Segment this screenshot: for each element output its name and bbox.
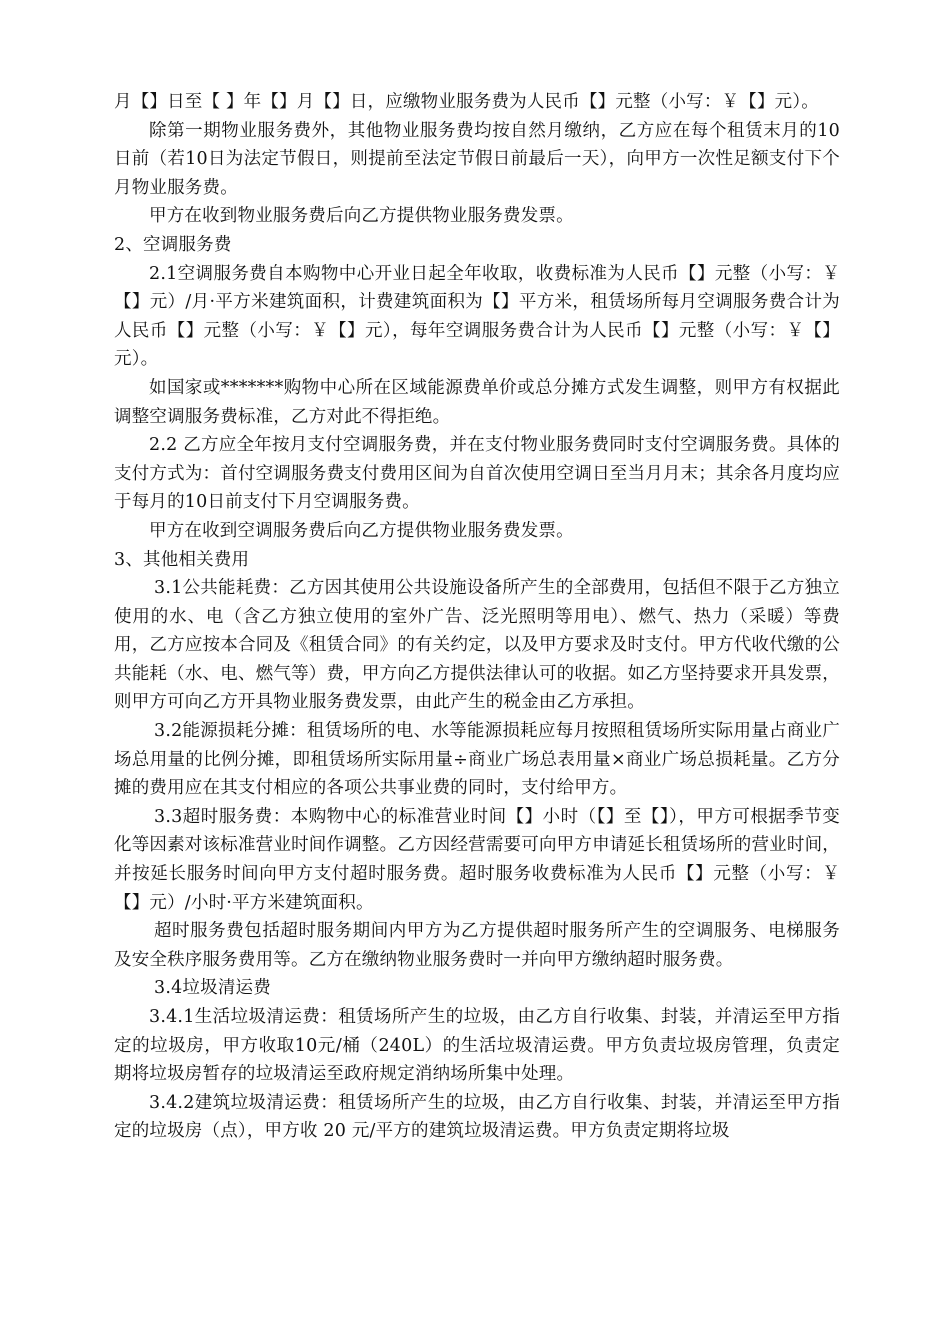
paragraph-energy-loss-sharing: 3.2能源损耗分摊：租赁场所的电、水等能源损耗应每月按照租赁场所实际用量占商业广场总用量的比例分摊，即租赁场所实际用量÷商业广场总表用量×商业广场总损耗量。乙方分摊的费用应在其支付相应的各项公共事业费的同时，支付给甲方。 [114,721,840,799]
section-heading-other-fees: 3、其他相关费用 [114,549,250,570]
paragraph-public-energy-fee: 3.1公共能耗费：乙方因其使用公共设施设备所产生的全部费用，包括但不限于乙方独立使用的水、电（含乙方独立使用的室外广告、泛光照明等用电）、燃气、热力（采暖）等费用，乙方应按本合同及《租赁合同》的有关约定，以及甲方要求及时支付。甲方代收代缴的公共能耗（水、电、燃气等）费，甲方向乙方提供法律认可的收据。如乙方坚持要求开具发票，则甲方可向乙方开具物业服务费发票，由此产生的税金由乙方承担。 [114,578,840,713]
paragraph-fee-period: 月【】日至【 】年【】月【】日，应缴物业服务费为人民币【】元整（小写：￥【】元）。 [114,92,820,112]
paragraph-ac-fee-standard: 2.1空调服务费自本购物中心开业日起全年收取，收费标准为人民币【】元整（小写：￥【】元）/月·平方米建筑面积，计费建筑面积为【】平方米，租赁场所每月空调服务费合计为人民币【】元整（小写：￥【】元），每年空调服务费合计为人民币【】元整（小写：￥【】元）。 [114,263,840,370]
paragraph-ac-fee-payment: 2.2 乙方应全年按月支付空调服务费，并在支付物业服务费同时支付空调服务费。具体的支付方式为：首付空调服务费支付费用区间为自首次使用空调日至当月月末；其余各月度均应于每月的10日前支付下月空调服务费。 [114,435,840,513]
document-body [114,88,840,1146]
paragraph-ac-fee-adjustment: 如国家或*******购物中心所在区域能源费单价或总分摊方式发生调整，则甲方有权据此调整空调服务费标准，乙方对此不得拒绝。 [114,377,840,427]
paragraph-property-invoice: 甲方在收到物业服务费后向乙方提供物业服务费发票。 [149,206,574,227]
paragraph-construction-garbage-fee: 3.4.2建筑垃圾清运费：租赁场所产生的垃圾，由乙方自行收集、封装，并清运至甲方指定的垃圾房（点），甲方收 20 元/平方的建筑垃圾清运费。甲方负责定期将垃圾 [114,1092,840,1142]
paragraph-overtime-service-fee: 3.3超时服务费：本购物中心的标准营业时间【】小时（【】至【】），甲方可根据季节变化等因素对该标准营业时间作调整。乙方因经营需要可向甲方申请延长租赁场所的营业时间，并按延长服务时间向甲方支付超时服务费。超时服务收费标准为人民币【】元整（小写：￥【】元）/小时·平方米建筑面积。 [114,806,840,913]
paragraph-ac-invoice: 甲方在收到空调服务费后向乙方提供物业服务费发票。 [149,520,574,541]
section-heading-garbage-fee: 3.4垃圾清运费 [154,978,271,999]
section-heading-ac-fee: 2、空调服务费 [114,234,232,255]
paragraph-overtime-fee-scope: 超时服务费包括超时服务期间内甲方为乙方提供超时服务所产生的空调服务、电梯服务及安全秩序服务费用等。乙方在缴纳物业服务费时一并向甲方缴纳超时服务费。 [114,921,840,970]
paragraph-domestic-garbage-fee: 3.4.1生活垃圾清运费：租赁场所产生的垃圾，由乙方自行收集、封装，并清运至甲方指定的垃圾房，甲方收取10元/桶（240L）的生活垃圾清运费。甲方负责垃圾房管理，负责定期将垃圾房暂存的垃圾清运至政府规定消纳场所集中处理。 [114,1007,840,1085]
paragraph-monthly-payment: 除第一期物业服务费外，其他物业服务费均按自然月缴纳，乙方应在每个租赁末月的10日前（若10日为法定节假日，则提前至法定节假日前最后一天），向甲方一次性足额支付下个月物业服务费。 [114,120,840,198]
